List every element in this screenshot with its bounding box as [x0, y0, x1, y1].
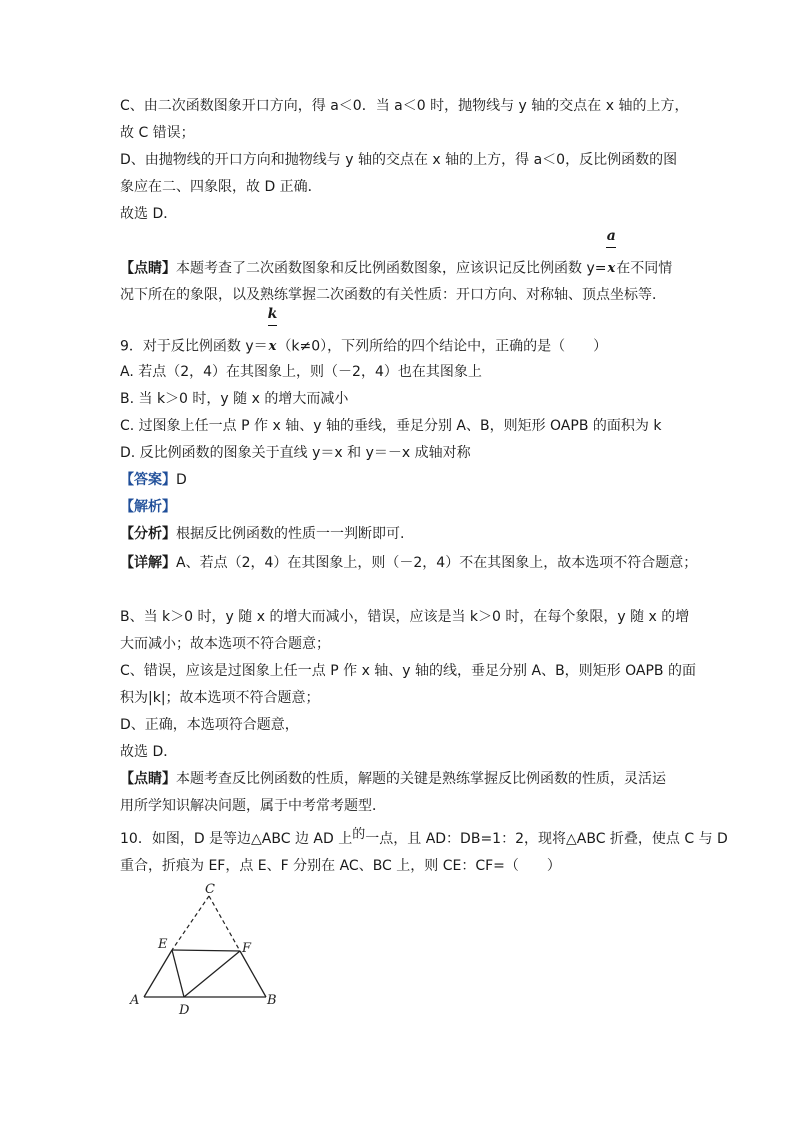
detail-tag: 【详解】: [120, 555, 176, 571]
prev-comment-line2: 况下所在的象限，以及熟练掌握二次函数的有关性质：开口方向、对称轴、顶点坐标等．: [120, 287, 666, 303]
q9-analysis: [120, 497, 176, 517]
prev-comment-line1: [120, 228, 673, 279]
q9-detail-b-line1: B、当 k＞0 时，y 随 x 的增大而减小，错误，应该是当 k＞0 时，在每个象限，y 随 x 的增: [120, 609, 690, 625]
q9-stem-b: （k≠0），下列所给的四个结论中，正确的是（ ）: [277, 338, 608, 355]
q9-option-a: A. 若点（2，4）在其图象上，则（－2，4）也在其图象上: [120, 364, 482, 380]
label-b: B: [267, 993, 277, 1008]
q9-conclusion: 故选 D．: [120, 744, 178, 760]
q10-stem-sup: 的: [352, 827, 366, 842]
q9-fenxi: [120, 524, 404, 544]
triangle-figure: [120, 880, 300, 1020]
q9-detail-a: [120, 553, 697, 573]
prev-option-d-line2: 象应在二、四象限，故 D 正确．: [120, 179, 322, 195]
fraction-k-over-x: [267, 306, 278, 357]
q9-comment-line1: [120, 769, 666, 789]
prev-option-c-line1: C、由二次函数图象开口方向，得 a＜0．当 a＜0 时，抛物线与 y 轴的交点在 x 轴的上方，: [120, 98, 689, 114]
fraction-denominator: x: [268, 339, 277, 354]
fenxi-tag: 【分析】: [120, 526, 176, 542]
label-f: F: [242, 941, 252, 956]
comment-tag: 【点睛】: [120, 771, 176, 787]
q9-stem: [120, 306, 608, 357]
label-c: C: [205, 882, 215, 897]
q9-option-c: C. 过图象上任一点 P 作 x 轴、y 轴的垂线，垂足分别 A、B，则矩形 OAPB 的面积为 k: [120, 418, 662, 434]
analysis-tag: 【解析】: [120, 499, 176, 515]
q10-stem-a: 10．如图，D 是等边△ABC 边 AD 上: [120, 831, 353, 847]
answer-tag: 【答案】: [120, 472, 176, 488]
q9-comment-line2: 用所学知识解决问题，属于中考常考题型．: [120, 798, 386, 814]
fraction-numerator: k: [267, 306, 278, 322]
q10-stem-line2: 重合，折痕为 EF，点 E、F 分别在 AC、BC 上，则 CE：CF=（ ）: [120, 858, 561, 874]
detail-a-text: A、若点（2，4）在其图象上，则（－2，4）不在其图象上，故本选项不符合题意；: [176, 555, 698, 571]
fraction-a-over-x: [606, 228, 616, 279]
fraction-numerator: a: [606, 228, 616, 244]
edge-ea: [144, 950, 172, 997]
q9-detail-d: D、正确，本选项符合题意，: [120, 717, 299, 733]
q10-stem-b: 一点，且 AD：DB=1：2，现将△ABC 折叠，使点 C 与 D: [365, 831, 728, 847]
comment-text-b: 在不同情: [616, 260, 673, 277]
q10-stem-line1: [120, 829, 728, 850]
segment-fd: [184, 951, 240, 997]
fold-line-ef: [172, 950, 240, 951]
q9-detail-b-line2: 大而减小；故本选项不符合题意；: [120, 636, 330, 652]
q9-option-b: B. 当 k＞0 时，y 随 x 的增大而减小: [120, 391, 349, 407]
label-e: E: [158, 937, 168, 952]
q9-detail-c-line2: 积为|k|；故本选项不符合题意；: [120, 690, 320, 706]
fraction-bar: [268, 325, 278, 326]
edge-ce-dashed: [172, 896, 209, 950]
label-d: D: [179, 1003, 190, 1018]
q9-answer: [120, 470, 187, 490]
comment-text: 本题考查反比例函数的性质，解题的关键是熟练掌握反比例函数的性质，灵活运: [176, 771, 666, 787]
answer-value: D: [176, 472, 187, 488]
fraction-denominator: x: [607, 261, 616, 276]
q9-option-d: D. 反比例函数的图象关于直线 y＝x 和 y＝－x 成轴对称: [120, 445, 471, 461]
fenxi-text: 根据反比例函数的性质一一判断即可.: [176, 526, 405, 542]
segment-ed: [172, 950, 184, 997]
q9-stem-a: 9．对于反比例函数 y＝: [120, 338, 268, 355]
comment-text-a: 本题考查了二次函数图象和反比例函数图象，应该识记反比例函数 y=: [176, 260, 607, 277]
prev-conclusion: 故选 D．: [120, 206, 178, 222]
comment-tag: 【点睛】: [120, 260, 176, 277]
edge-cf-dashed: [209, 896, 240, 951]
prev-option-c-line2: 故 C 错误；: [120, 125, 195, 141]
edge-fb: [240, 951, 266, 997]
prev-option-d-line1: D、由抛物线的开口方向和抛物线与 y 轴的交点在 x 轴的上方，得 a＜0，反比例函数的图: [120, 152, 678, 168]
q9-detail-c-line1: C、错误，应该是过图象上任一点 P 作 x 轴、y 轴的线，垂足分别 A、B，则矩形 OAPB 的面: [120, 663, 696, 679]
fraction-bar: [606, 247, 616, 248]
label-a: A: [130, 993, 140, 1008]
